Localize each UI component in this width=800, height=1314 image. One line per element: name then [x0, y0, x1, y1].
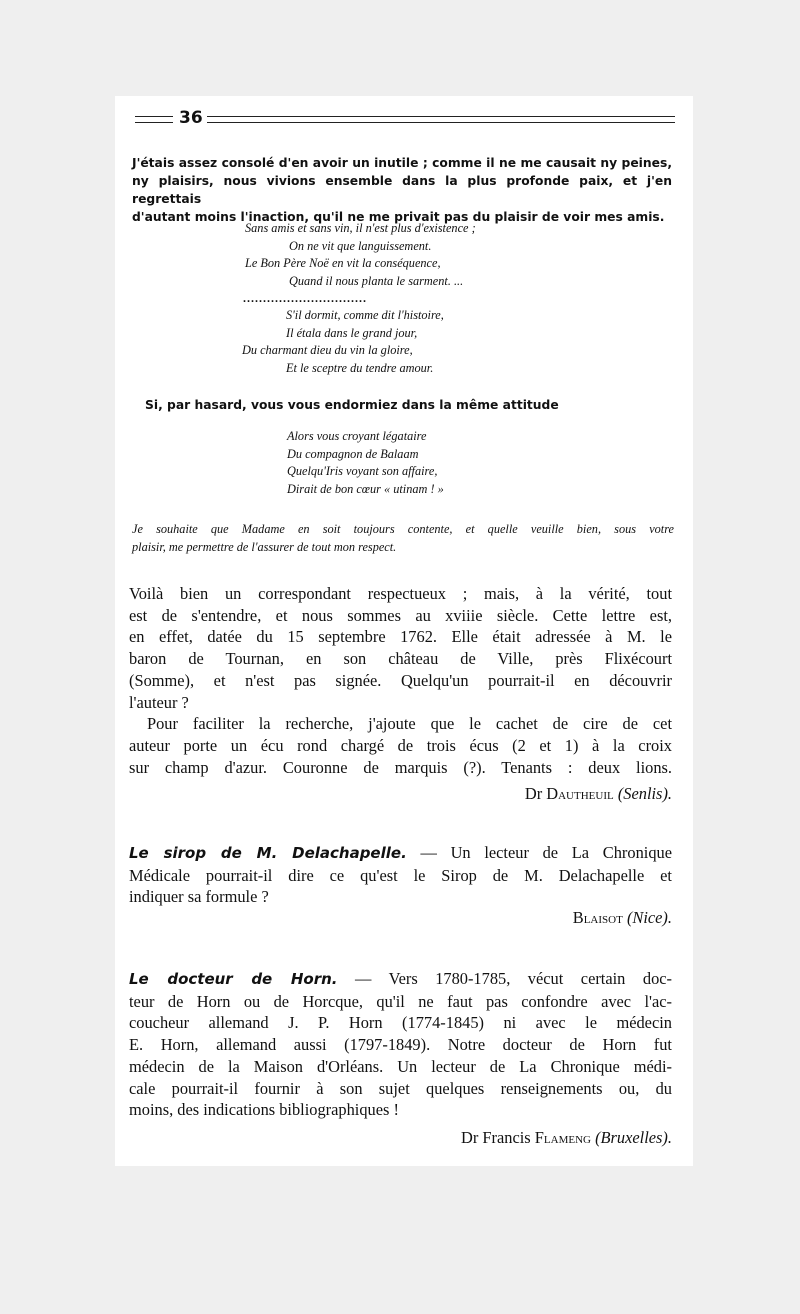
article-1-body: [129, 583, 672, 778]
signature-first-name: Francis: [482, 1128, 531, 1147]
text-line: baron de Tournan, en son château de Ville, près Flixécourt: [129, 649, 672, 669]
text-line: Médicale pourrait-il dire ce qu'est le Sirop de M. Delachapelle et: [129, 865, 672, 885]
text-line: Pour faciliter la recherche, j'ajoute que le cachet de cire de cet: [147, 714, 672, 734]
text-line: [129, 842, 672, 865]
text-line: médecin de la Maison d'Orléans. Un lecteur de La Chronique médi-: [129, 1056, 672, 1076]
verse-line: Il étala dans le grand jour,: [286, 325, 418, 340]
signature-name: Flameng: [534, 1128, 591, 1147]
ellipsis-dots: ...............................: [243, 291, 367, 305]
verse-line: Du compagnon de Balaam: [287, 446, 419, 461]
text-line: ny plaisirs, nous vivions ensemble dans la plus profonde paix, et j'en regrettais: [132, 174, 672, 206]
verse-stanza-3: [287, 428, 444, 498]
text-line: en effet, datée du 15 septembre 1762. Elle était adressée à M. le: [129, 627, 672, 647]
verse-line: Alors vous croyant légataire: [287, 429, 427, 443]
article-3-title: Le docteur de Horn.: [129, 970, 338, 988]
verse-line: Dirait de bon cœur « utinam ! »: [287, 481, 444, 496]
article-2-title: Le sirop de M. Delachapelle.: [129, 844, 407, 862]
verse-line: Quelqu'Iris voyant son affaire,: [287, 464, 438, 478]
article-3-signature: [461, 1128, 672, 1148]
signature-prefix: Dr: [524, 784, 543, 803]
signature-place: (Nice).: [626, 908, 672, 927]
verse-line: Du charmant dieu du vin la gloire,: [242, 343, 413, 357]
signature-prefix: Dr: [461, 1128, 479, 1147]
page-number: 36: [179, 108, 203, 128]
text-line: teur de Horn ou de Horcque, qu'il ne faut pas confondre avec l'ac-: [129, 991, 672, 1011]
header-rule-right: [207, 116, 675, 123]
text-line: (Somme), et n'est pas signée. Quelqu'un pourrait-il en découvrir: [129, 670, 672, 690]
text-line: [129, 968, 672, 991]
text-line: l'auteur ?: [129, 692, 189, 712]
text-line: J'étais assez consolé d'en avoir un inutile ; comme il ne me causait ny peines,: [132, 156, 672, 170]
text-line: est de s'entendre, et nous sommes au xviiie siècle. Cette lettre est,: [129, 605, 672, 625]
verse-stanza-1: [245, 220, 476, 290]
signature-name: Blaisot: [572, 908, 623, 927]
letter-middle-line: Si, par hasard, vous vous endormiez dans la même attitude: [145, 398, 559, 412]
page-header: [135, 110, 675, 130]
verse-line: S'il dormit, comme dit l'histoire,: [286, 308, 444, 322]
text-line: E. Horn, allemand aussi (1797-1849). Notre docteur de Horn fut: [129, 1035, 672, 1055]
document-page: [115, 96, 693, 1166]
verse-stanza-2: [242, 307, 444, 377]
verse-line: Quand il nous planta le sarment. ...: [289, 273, 464, 288]
text-line: d'autant moins l'inaction, qu'il ne me privait pas du plaisir de voir mes amis.: [132, 210, 665, 224]
article-3-body: [129, 968, 672, 1121]
text-line: sur champ d'azur. Couronne de marquis (?). Tenants : deux lions.: [129, 757, 672, 777]
article-3-line1: — Vers 1780-1785, vécut certain doc-: [337, 969, 672, 988]
verse-line: On ne vit que languissement.: [289, 238, 432, 253]
article-2-line1: — Un lecteur de La Chronique: [406, 843, 672, 862]
verse-line: Sans amis et sans vin, il n'est plus d'existence ;: [245, 221, 476, 235]
verse-line: Le Bon Père Noë en vit la conséquence,: [245, 256, 441, 270]
signature-place: (Bruxelles).: [595, 1128, 672, 1147]
signature-name: Dautheuil: [546, 784, 614, 803]
letter-closing: [132, 520, 674, 556]
text-line: coucheur allemand J. P. Horn (1774-1845) ni avec le médecin: [129, 1013, 672, 1033]
signature-place: (Senlis).: [617, 784, 672, 803]
article-2-signature: [573, 908, 672, 928]
text-line: cale pourrait-il fournir à son sujet quelques renseignements ou, du: [129, 1078, 672, 1098]
article-2-body: [129, 842, 672, 908]
text-line: Voilà bien un correspondant respectueux ; mais, à la vérité, tout: [129, 584, 672, 603]
header-rule-left: [135, 116, 173, 123]
text-line: auteur porte un écu rond chargé de trois écus (2 et 1) à la croix: [129, 735, 672, 755]
letter-intro-paragraph: [132, 154, 672, 226]
verse-line: Et le sceptre du tendre amour.: [286, 360, 434, 375]
article-1-signature: [525, 784, 672, 804]
text-line: Je souhaite que Madame en soit toujours contente, et quelle veuille bien, sous votre: [132, 522, 674, 536]
text-line: moins, des indications bibliographiques !: [129, 1100, 399, 1120]
text-line: plaisir, me permettre de l'assurer de tout mon respect.: [132, 540, 397, 554]
text-line: indiquer sa formule ?: [129, 887, 269, 907]
